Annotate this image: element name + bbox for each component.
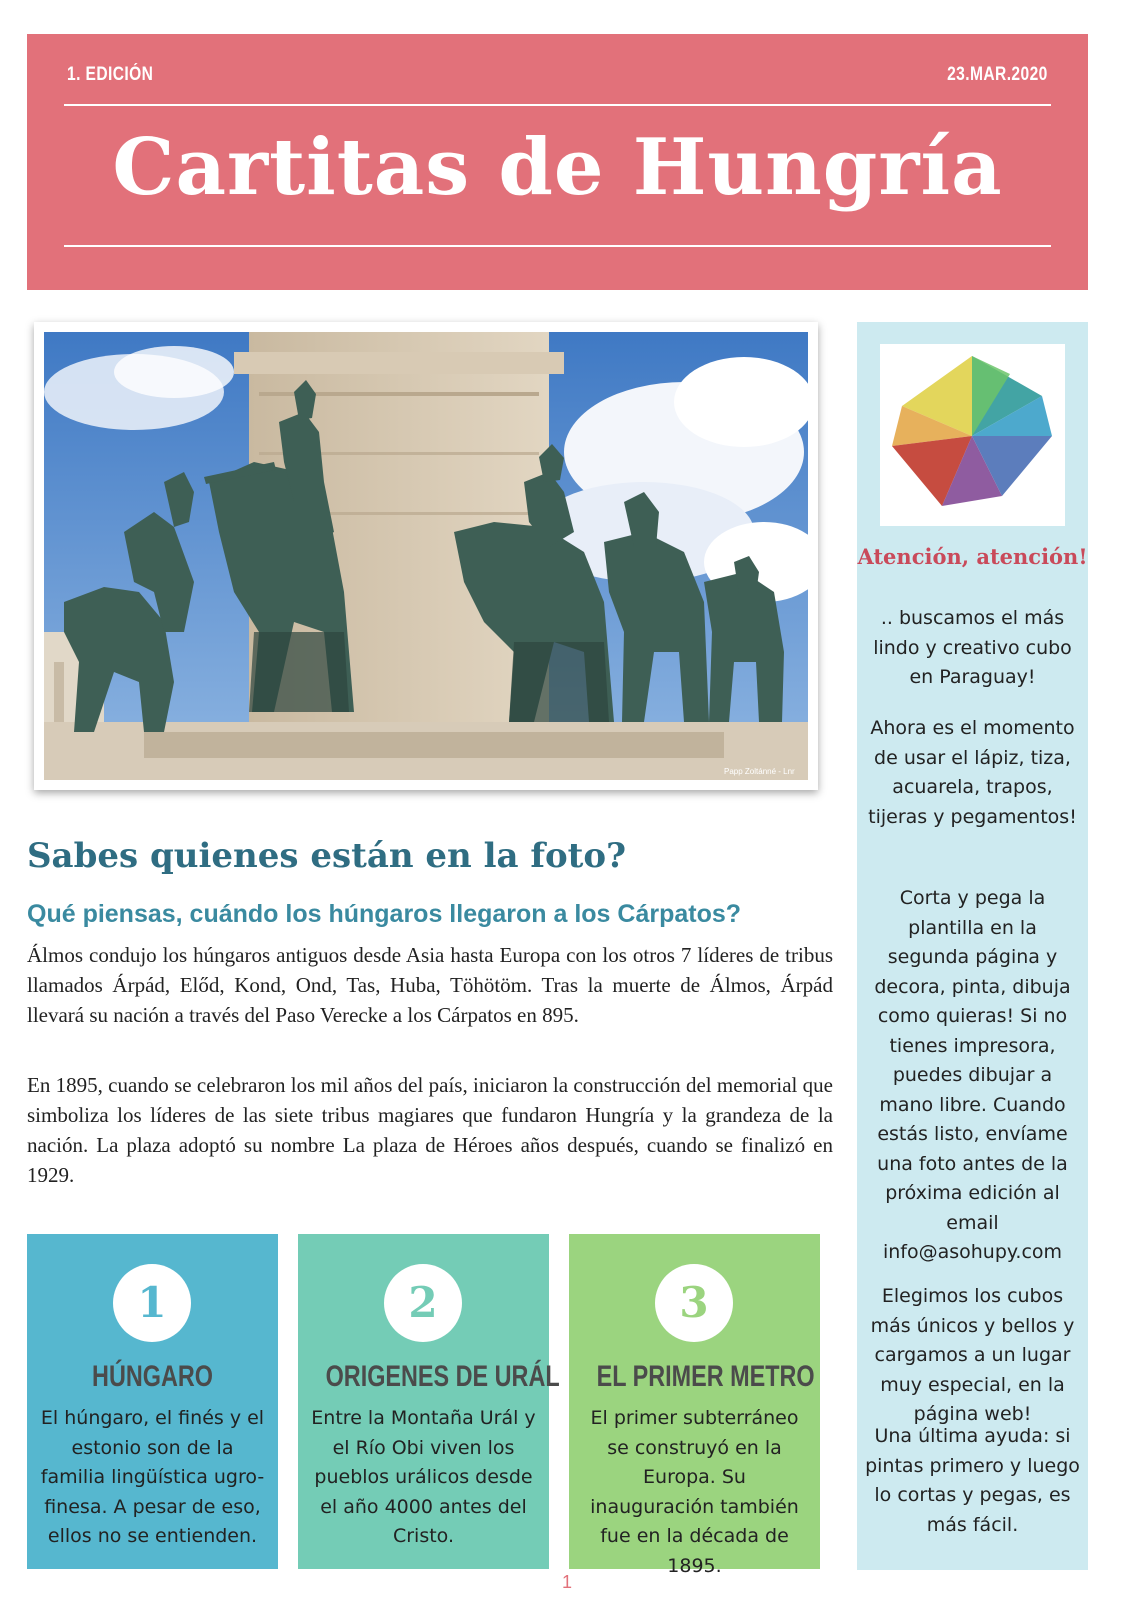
sidebar-paragraph-1: .. buscamos el más lindo y creativo cubo en Paraguay! bbox=[873, 607, 1072, 688]
sidebar-paragraph-3: Corta y pega la plantilla en la segunda página y decora, pinta, dibuja como quieras! Si no tienes impresora, puedes dibujar a mano libre. Cuando estás listo, envíame una foto antes de la próxima edición al email info@asohupy.com bbox=[874, 887, 1071, 1263]
card-text: El primer subterráneo se construyó en la Europa. Su inauguración también fue en la década de 1895. bbox=[590, 1407, 799, 1577]
photo-credit: Papp Zoltánné - Lnr bbox=[724, 767, 795, 776]
page-number: 1 bbox=[561, 1572, 572, 1592]
card-title: ORIGENES DE URÁL bbox=[325, 1360, 560, 1393]
article-headline: Sabes quienes están en la foto? bbox=[27, 836, 626, 876]
card-number-badge: 1 bbox=[113, 1264, 191, 1342]
card-title: EL PRIMER METRO bbox=[596, 1360, 815, 1393]
sidebar-paragraph-4: Elegimos los cubos más únicos y bellos y cargamos a un lugar muy especial, en la página web! bbox=[870, 1285, 1075, 1425]
card-number-badge: 3 bbox=[655, 1264, 733, 1342]
newsletter-title: Cartitas de Hungría bbox=[112, 122, 1003, 213]
masthead-top-rule bbox=[64, 104, 1051, 106]
card-title: HÚNGARO bbox=[92, 1360, 213, 1393]
heroes-square-photo bbox=[34, 322, 818, 790]
cube-logo bbox=[880, 344, 1065, 526]
sidebar-contest bbox=[857, 322, 1088, 1570]
fact-card-metro bbox=[569, 1234, 820, 1577]
card-text: Entre la Montaña Urál y el Río Obi viven los pueblos urálicos desde el año 4000 antes del Cristo. bbox=[311, 1407, 536, 1547]
masthead bbox=[27, 34, 1088, 290]
edition-label: 1. EDICIÓN bbox=[67, 64, 154, 85]
sidebar-paragraph-5: Una última ayuda: si pintas primero y luego lo cortas y pegas, es más fácil. bbox=[865, 1425, 1080, 1536]
photo-illustration bbox=[44, 332, 808, 780]
article-paragraph-1: Álmos condujo los húngaros antiguos desde Asia hasta Europa con los otros 7 líderes de tribus llamados Árpád, Előd, Kond, Ond, Tas, Huba, Töhötöm. Tras la muerte de Álmos, Árpád llevará su nación a través del Paso Verecke a los Cárpatos en 895. bbox=[27, 943, 833, 1027]
card-number-badge: 2 bbox=[384, 1264, 462, 1342]
article-paragraph-2: En 1895, cuando se celebraron los mil años del país, iniciaron la construcción del memorial que simboliza los líderes de las siete tribus magiares que fundaron Hungría y la grandeza de la nación. La plaza adoptó su nombre La plaza de Héroes años después, cuando se finalizó en 1929. bbox=[27, 1073, 833, 1187]
sidebar-paragraph-2: Ahora es el momento de usar el lápiz, tiza, acuarela, trapos, tijeras y pegamentos! bbox=[868, 717, 1077, 828]
fact-card-ural bbox=[298, 1234, 560, 1569]
sidebar-heading: Atención, atención! bbox=[857, 544, 1088, 569]
masthead-bottom-rule bbox=[64, 245, 1051, 247]
card-text: El húngaro, el finés y el estonio son de la familia lingüística ugro-finesa. A pesar de eso, ellos no se entienden. bbox=[40, 1407, 265, 1547]
article-subheading: Qué piensas, cuándo los húngaros llegaron a los Cárpatos? bbox=[27, 900, 742, 928]
fact-card-hungaro bbox=[27, 1234, 278, 1569]
issue-date: 23.MAR.2020 bbox=[947, 64, 1048, 85]
cube-logo-icon bbox=[880, 344, 1065, 526]
